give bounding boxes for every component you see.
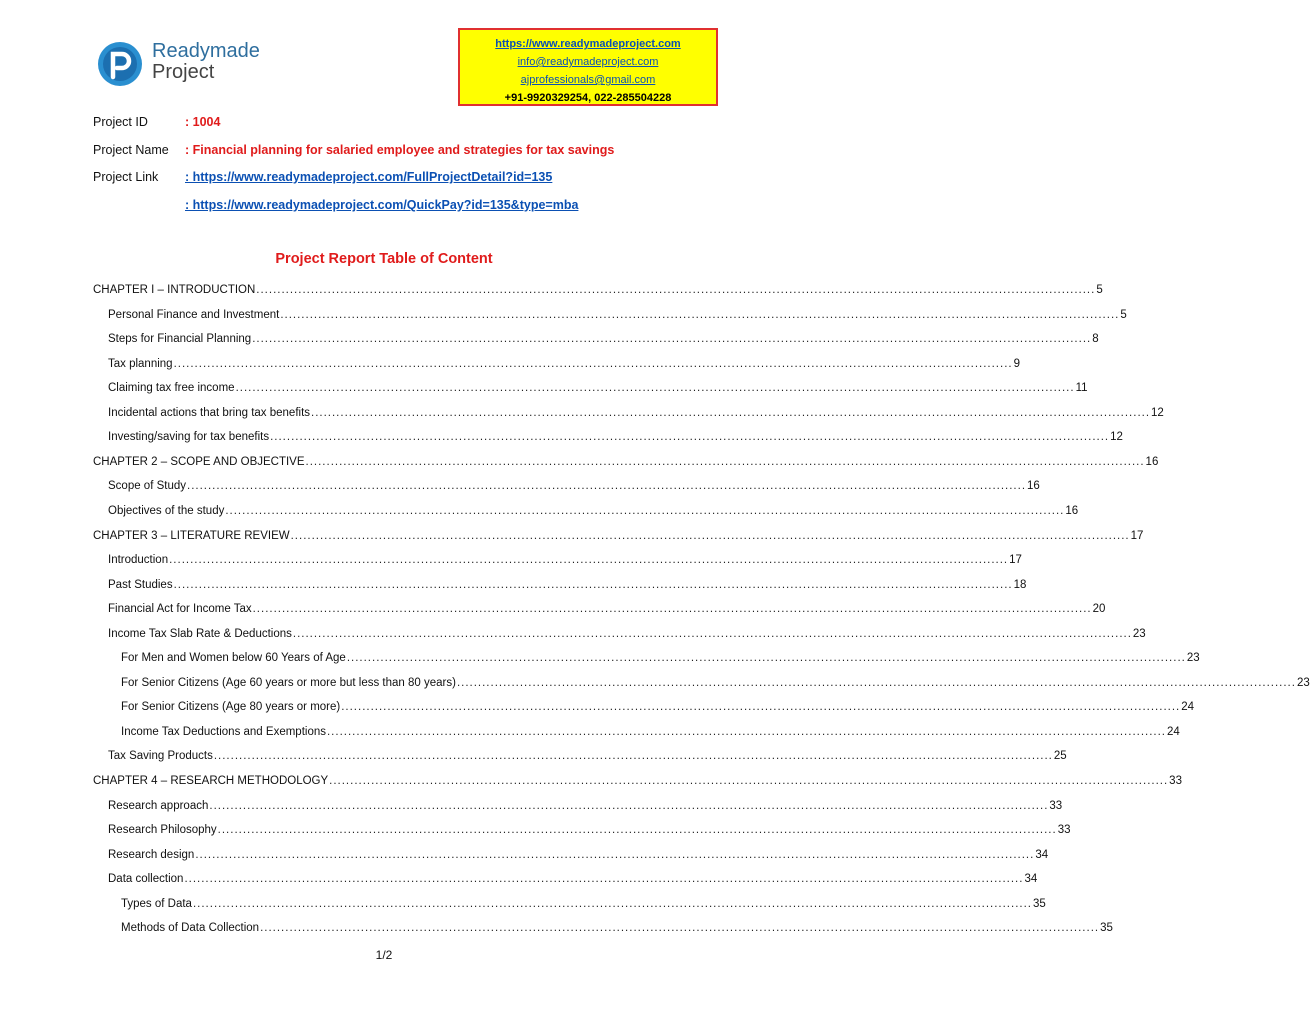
toc-item[interactable] xyxy=(108,306,1127,324)
toc-item-page: 24 xyxy=(1181,701,1195,714)
toc-item-page: 16 xyxy=(1027,480,1040,493)
toc-item-page: 35 xyxy=(1032,897,1046,910)
toc-item[interactable] xyxy=(121,649,1200,667)
toc-item-page: 17 xyxy=(1009,554,1022,567)
toc-item-title: CHAPTER 3 – LITERATURE REVIEW xyxy=(93,529,290,542)
toc-item-title: Income Tax Deductions and Exemptions xyxy=(121,725,326,738)
project-name-value: : Financial planning for salaried employee and strategies for tax savings xyxy=(185,143,615,157)
toc-title: Project Report Table of Content xyxy=(275,251,493,267)
toc-leader-dots: ........................................................................................................................................................................................................ xyxy=(173,578,1013,591)
toc-item-page: 11 xyxy=(1075,382,1088,395)
toc-item[interactable] xyxy=(108,625,1146,643)
toc-item-title: Tax Saving Products xyxy=(108,750,213,763)
toc-leader-dots: ........................................................................................................................................................................................................ xyxy=(346,652,1186,665)
toc-item[interactable] xyxy=(93,527,1144,545)
email-link-aj[interactable]: ajprofessionals@gmail.com xyxy=(520,74,656,86)
toc-item-title: Past Studies xyxy=(108,578,173,591)
toc-item[interactable] xyxy=(108,797,1063,815)
toc-item-page: 25 xyxy=(1053,750,1067,763)
toc-leader-dots: ........................................................................................................................................................................................................ xyxy=(252,603,1092,616)
toc-item-page: 17 xyxy=(1130,529,1144,542)
toc-item[interactable] xyxy=(108,747,1067,765)
toc-item-page: 23 xyxy=(1296,676,1310,689)
toc-item[interactable] xyxy=(108,846,1049,864)
toc-item-title: Incidental actions that bring tax benefits xyxy=(108,406,311,419)
toc-leader-dots: ........................................................................................................................................................................................................ xyxy=(169,554,1009,567)
toc-item-page: 16 xyxy=(1145,455,1159,468)
toc-leader-dots: ........................................................................................................................................................................................................ xyxy=(260,922,1100,935)
toc-leader-dots: ........................................................................................................................................................................................................ xyxy=(217,824,1057,837)
toc-item-page: 5 xyxy=(1120,308,1127,321)
toc-item[interactable] xyxy=(108,870,1038,888)
toc-leader-dots: ........................................................................................................................................................................................................ xyxy=(311,406,1151,419)
email-link-info[interactable]: info@readymadeproject.com xyxy=(517,56,659,68)
toc-leader-dots: ........................................................................................................................................................................................................ xyxy=(329,775,1169,787)
toc-item[interactable] xyxy=(108,600,1106,618)
toc-item-title: Research Philosophy xyxy=(108,824,217,837)
toc-item-title: CHAPTER 4 – RESEARCH METHODOLOGY xyxy=(93,775,329,787)
toc-item-page: 12 xyxy=(1151,406,1164,419)
contact-box xyxy=(458,28,718,106)
toc-item-page: 9 xyxy=(1013,357,1020,370)
project-id-label: Project ID xyxy=(93,115,148,129)
toc-item-page: 35 xyxy=(1100,922,1113,935)
toc-item-title: For Senior Citizens (Age 60 years or more but less than 80 years) xyxy=(121,676,456,689)
toc-leader-dots: ........................................................................................................................................................................................................ xyxy=(235,382,1075,395)
toc-item-title: Investing/saving for tax benefits xyxy=(108,431,270,444)
toc-item-title: Data collection xyxy=(108,873,184,886)
toc-item[interactable] xyxy=(93,772,1182,790)
toc-item-title: CHAPTER I – INTRODUCTION xyxy=(93,284,256,296)
toc-item[interactable] xyxy=(108,576,1027,594)
toc-item-page: 23 xyxy=(1186,652,1200,665)
toc-item[interactable] xyxy=(121,723,1180,741)
toc-item[interactable] xyxy=(108,477,1040,495)
toc-item-title: Steps for Financial Planning xyxy=(108,333,252,346)
toc-item-title: Research design xyxy=(108,848,195,861)
toc-item-title: Claiming tax free income xyxy=(108,382,235,395)
toc-item-page: 33 xyxy=(1049,799,1063,812)
toc-item-page: 16 xyxy=(1065,504,1079,517)
project-link-quickpay[interactable]: : https://www.readymadeproject.com/QuickPay?id=135&type=mba xyxy=(185,198,579,212)
toc-leader-dots: ........................................................................................................................................................................................................ xyxy=(187,480,1027,493)
project-link-label: Project Link xyxy=(93,170,159,184)
toc-item-page: 33 xyxy=(1169,775,1182,787)
toc-item[interactable] xyxy=(108,821,1071,839)
toc-leader-dots: ........................................................................................................................................................................................................ xyxy=(280,308,1120,321)
toc-item-title: Income Tax Slab Rate & Deductions xyxy=(108,627,292,640)
toc-item[interactable] xyxy=(121,674,1310,692)
toc-item-page: 34 xyxy=(1035,848,1049,861)
toc-item[interactable] xyxy=(108,502,1079,520)
toc-item-title: Methods of Data Collection xyxy=(121,922,260,935)
toc-item[interactable] xyxy=(93,453,1159,471)
project-name-label: Project Name xyxy=(93,143,169,157)
toc-item[interactable] xyxy=(108,404,1164,422)
toc-item-title: CHAPTER 2 – SCOPE AND OBJECTIVE xyxy=(93,455,305,468)
toc-item[interactable] xyxy=(93,281,1103,299)
toc-item-page: 24 xyxy=(1167,725,1180,738)
toc-item[interactable] xyxy=(121,919,1113,937)
toc-leader-dots: ........................................................................................................................................................................................................ xyxy=(456,676,1296,689)
toc-leader-dots: ........................................................................................................................................................................................................ xyxy=(195,848,1035,861)
toc-item-title: For Men and Women below 60 Years of Age xyxy=(121,652,346,665)
logo-text xyxy=(152,41,260,83)
toc-item-title: Personal Finance and Investment xyxy=(108,308,280,321)
toc-item-title: Introduction xyxy=(108,554,169,567)
toc-leader-dots: ........................................................................................................................................................................................................ xyxy=(192,897,1032,910)
project-link-full[interactable]: : https://www.readymadeproject.com/FullProjectDetail?id=135 xyxy=(185,170,553,184)
logo-line1: Readymade xyxy=(152,40,260,62)
toc-item[interactable] xyxy=(108,551,1022,569)
toc-item[interactable] xyxy=(108,379,1088,397)
toc-leader-dots: ........................................................................................................................................................................................................ xyxy=(341,701,1181,714)
toc-item-title: Objectives of the study xyxy=(108,504,225,517)
toc-item-page: 8 xyxy=(1092,333,1099,346)
toc-item-page: 12 xyxy=(1110,431,1123,444)
phone-numbers: +91-9920329254, 022-285504228 xyxy=(504,92,672,104)
toc-item[interactable] xyxy=(121,698,1195,716)
toc-leader-dots: ........................................................................................................................................................................................................ xyxy=(305,455,1145,468)
toc-item-title: Research approach xyxy=(108,799,209,812)
toc-leader-dots: ........................................................................................................................................................................................................ xyxy=(256,284,1096,296)
toc-leader-dots: ........................................................................................................................................................................................................ xyxy=(292,627,1132,640)
page-number: 1/2 xyxy=(375,948,393,962)
toc-leader-dots: ........................................................................................................................................................................................................ xyxy=(326,725,1166,738)
toc-leader-dots: ........................................................................................................................................................................................................ xyxy=(225,504,1065,517)
toc-item-page: 20 xyxy=(1092,603,1106,616)
toc-leader-dots: ........................................................................................................................................................................................................ xyxy=(290,529,1130,542)
toc-item-page: 34 xyxy=(1024,873,1038,886)
toc-leader-dots: ........................................................................................................................................................................................................ xyxy=(184,873,1024,886)
toc-item-title: Tax planning xyxy=(108,357,173,370)
toc-leader-dots: ........................................................................................................................................................................................................ xyxy=(252,333,1092,346)
toc-item-title: Financial Act for Income Tax xyxy=(108,603,252,616)
toc-item-title: Types of Data xyxy=(121,897,192,910)
logo xyxy=(97,38,277,92)
toc-item[interactable] xyxy=(108,355,1020,373)
toc-leader-dots: ........................................................................................................................................................................................................ xyxy=(213,750,1053,763)
toc-leader-dots: ........................................................................................................................................................................................................ xyxy=(209,799,1049,812)
toc-item[interactable] xyxy=(121,895,1046,913)
website-link[interactable]: https://www.readymadeproject.com xyxy=(495,38,681,50)
toc-item[interactable] xyxy=(108,330,1099,348)
toc-item-title: For Senior Citizens (Age 80 years or more) xyxy=(121,701,341,714)
project-id-value: : 1004 xyxy=(185,115,221,129)
toc-item-page: 5 xyxy=(1096,284,1103,296)
logo-line2: Project xyxy=(152,61,215,83)
toc-item[interactable] xyxy=(108,428,1123,446)
toc-leader-dots: ........................................................................................................................................................................................................ xyxy=(173,357,1013,370)
toc-item-title: Scope of Study xyxy=(108,480,186,493)
toc-item-page: 23 xyxy=(1132,627,1146,640)
toc-item-page: 18 xyxy=(1013,578,1027,591)
readymade-p-icon xyxy=(97,41,143,87)
toc-item-page: 33 xyxy=(1057,824,1071,837)
toc-leader-dots: ........................................................................................................................................................................................................ xyxy=(270,431,1110,444)
